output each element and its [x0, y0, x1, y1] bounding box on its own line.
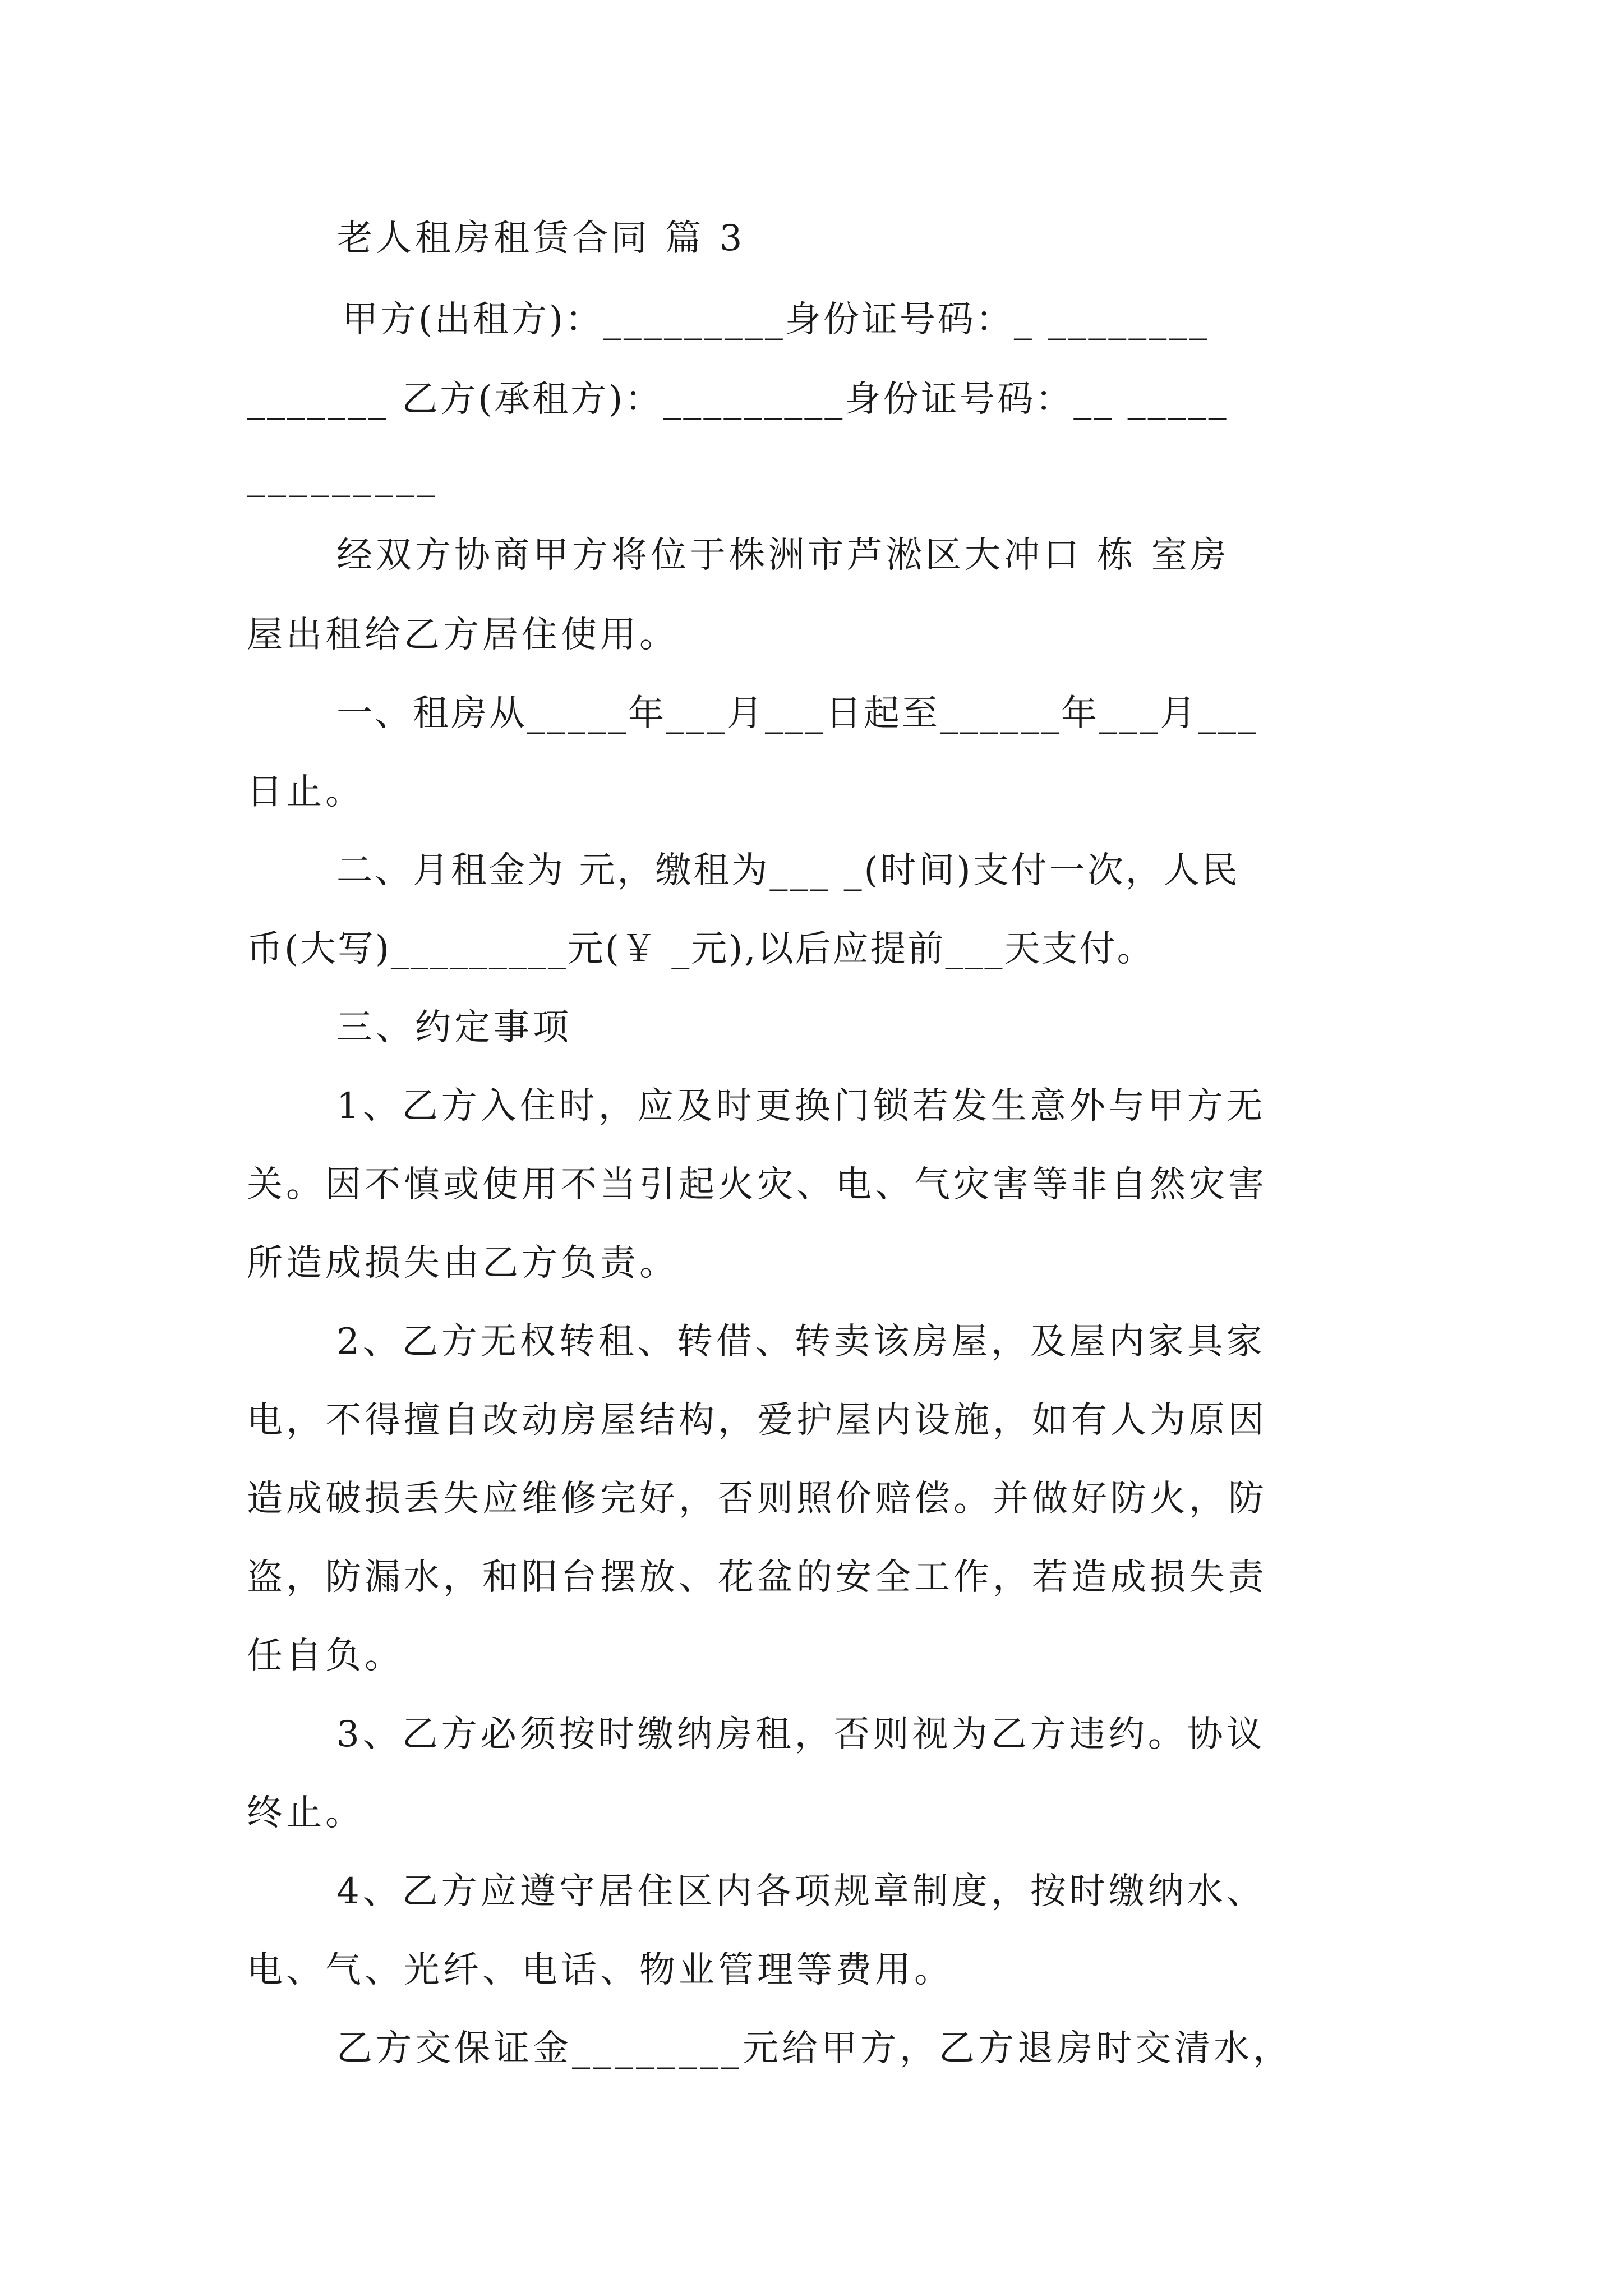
- item-1-line: 关。因不慎或使用不当引起火灾、电、气灾害等非自然灾害: [247, 1164, 1267, 1205]
- clause-1-line: 一、租房从_____年___月___日起至______年___月___: [336, 693, 1258, 734]
- item-4-line: 电、气、光纤、电话、物业管理等费用。: [247, 1949, 953, 1991]
- item-2-line: 造成破损丢失应维修完好，否则照价赔偿。并做好防火，防: [247, 1478, 1267, 1520]
- item-2-line: 任自负。: [247, 1635, 404, 1677]
- deposit-line: 乙方交保证金________元给甲方，乙方退房时交清水，: [336, 2028, 1292, 2069]
- item-3-line: 终止。: [247, 1792, 365, 1834]
- clause-1-line: 日止。: [247, 771, 365, 813]
- section-heading: 三、约定事项: [336, 1007, 572, 1048]
- clause-2-line: 二、月租金为 元，缴租为___ _(时间)支付一次，人民: [336, 850, 1240, 891]
- paragraph-line: 经双方协商甲方将位于株洲市芦淞区大冲口 栋 室房: [336, 535, 1230, 576]
- item-2-line: 电，不得擅自改动房屋结构，爱护屋内设施，如有人为原因: [247, 1400, 1267, 1441]
- document-title: 老人租房租赁合同 篇 3: [336, 218, 746, 259]
- id-blank-line: _________: [247, 456, 439, 498]
- item-3-line: 3、乙方必须按时缴纳房租，否则视为乙方违约。协议: [336, 1714, 1266, 1755]
- paragraph-line: 屋出租给乙方居住使用。: [247, 614, 679, 656]
- item-1-line: 1、乙方入住时，应及时更换门锁若发生意外与甲方无: [336, 1085, 1266, 1127]
- party-b-line: _______ 乙方(承租方)：_________身份证号码：__ _____: [247, 379, 1229, 420]
- item-1-line: 所造成损失由乙方负责。: [247, 1243, 679, 1284]
- party-a-line: 甲方(出租方)：_________身份证号码：_ ________: [342, 299, 1210, 341]
- item-2-line: 2、乙方无权转租、转借、转卖该房屋，及屋内家具家: [336, 1321, 1266, 1363]
- item-4-line: 4、乙方应遵守居住区内各项规章制度，按时缴纳水、: [336, 1871, 1266, 1912]
- item-2-line: 盗，防漏水，和阳台摆放、花盆的安全工作，若造成损失责: [247, 1557, 1267, 1598]
- clause-2-line: 币(大写)_________元(￥ _元),以后应提前___天支付。: [247, 928, 1155, 970]
